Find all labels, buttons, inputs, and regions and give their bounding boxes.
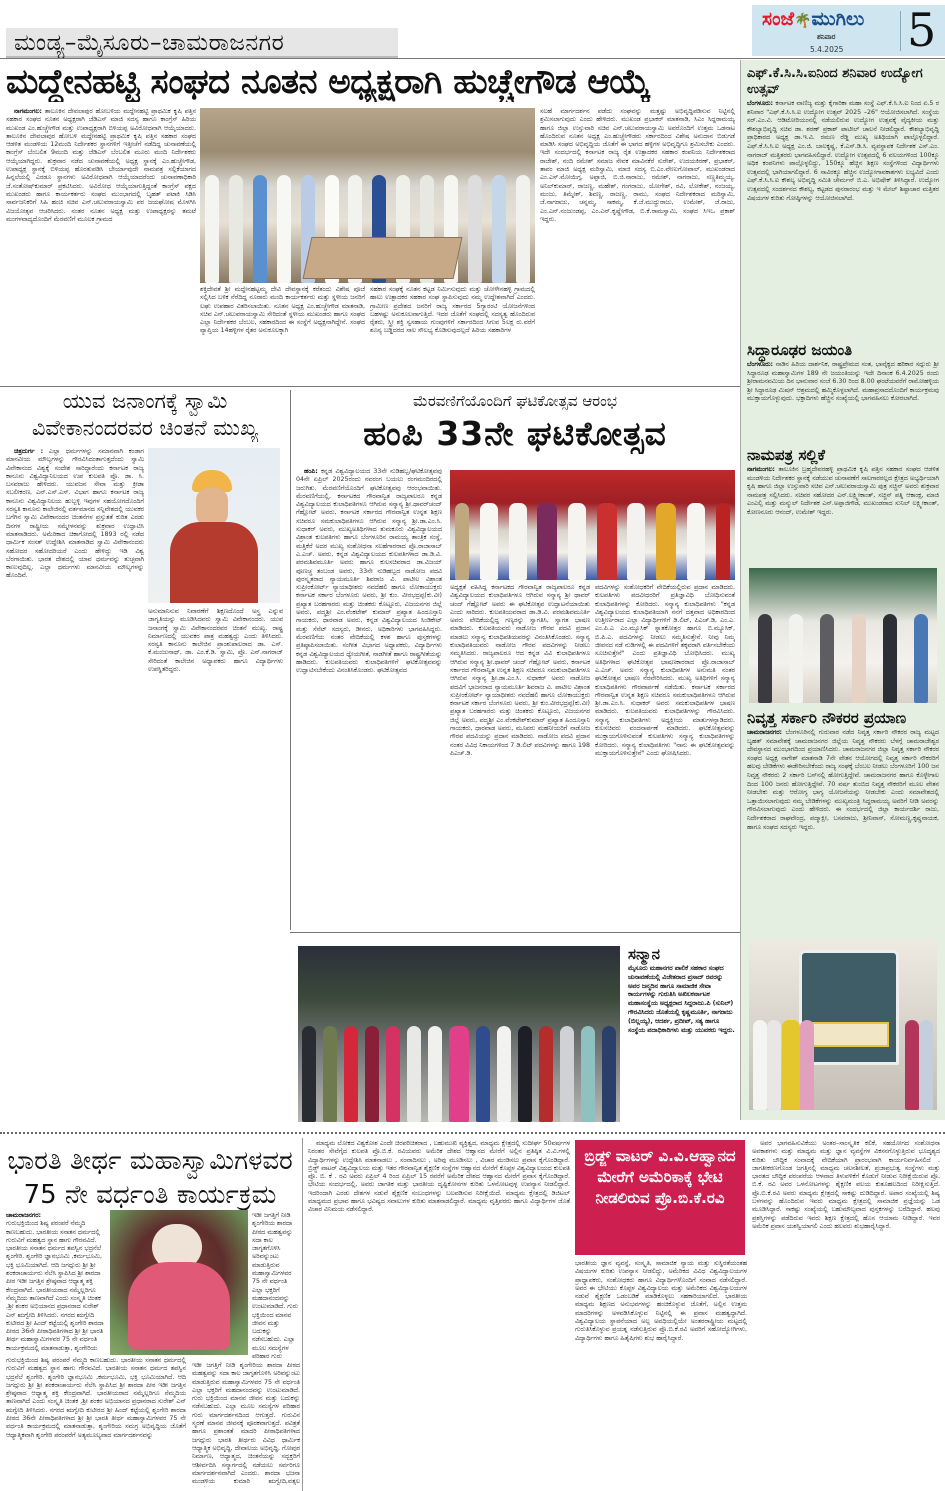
brief-body: ಚಾಮರಾಜನಗರ: ಬೆಂಗಳೂರಿನಲ್ಲಿ ಗುರುವಾರ ನಡೆದ ನಿವೃತ್ತ ಸರ್ಕಾರಿ ನೌಕರರ ರಾಜ್ಯ ಮಟ್ಟದ ಬೃಹತ್ ಸಮಾವೇಶಕ್ಕೆ ಚಾಮರಾಜನಗರ ಜಿಲ್ಲೆಯ ನಿವೃತ್ತ ನೌಕರರು ಬೆಳಗ್ಗೆ ಚಾಮರಾಜೇಶ್ವರ ದೇವಸ್ಥಾನದ ಮುಂಭಾಗದಿಂದ ಪ್ರಯಾಣಿಸಿದರು. ಚಾಮರಾಜನಗರ ಜಿಲ್ಲಾ ನಿವೃತ್ತ ಸರ್ಕಾರಿ ನೌಕರರ ಸಂಘದ ಅಧ್ಯಕ್ಷ ನಾಗೇಶ್ ಮಾತನಾಡಿ 7ನೇ ವೇತನ ಆಯೋಗದಲ್ಲಿ ನಿವೃತ್ತ ಸರ್ಕಾರಿ ನೌಕರರಿಗೆ ಹಲವು ಬೇಡಿಕೆಗಳು ಈಡೇರಿಸಬೇಕೆಂದು ರಾಜ್ಯ ಸಂಘಕ್ಕೆ ಬೆಂಬಲ ನೀಡಲು ಬೆಂಗಳೂರಿಗೆ 100 ಜನ ನಿವೃತ್ತ ನೌಕರರು 2 ಸರ್ಕಾರಿ ಬಸ್‌ನಲ್ಲಿ ಹೋಗುತ್ತಿದ್ದೇವೆ. ಚಾಮರಾಜನಗರ ಹಾಗೂ ಕೊಳ್ಳೇಗಾಲ ದಿಂದ 100 ಜನರು ಹೋಗುತ್ತಿದ್ದೇವೆ. 70 ವರ್ಷ ತುಂಬಿದ ನಿವೃತ್ತ ನೌಕರರಿಗೆ ಮೂಲ ವೇತನ ನೀಡಬೇಕು ಮತ್ತು ಆರೋಗ್ಯ ಭಾಗ್ಯ ಯೋಜನೆಯನ್ನು ನೀಡಬೇಕು ಎಂದು ಸಮಾವೇಶದಲ್ಲಿ ಒತ್ತಾಯಿಸಲಾಗುವುದು ನಮ್ಮ ಬೇಡಿಕೆಗಳನ್ನು ಮುಖ್ಯಮಂತ್ರಿ ಸಿದ್ದರಾಮಯ್ಯ ಅವರಿಗೆ ನೀಡಿ ಅವರನ್ನು ಗೌರವಿಸಲಾಗುವುದು ಎಂದು ಹೇಳಿದರು. ಈ ಸಂದರ್ಭದಲ್ಲಿ ಜಿಲ್ಲಾ ಕಾರ್ಯದರ್ಶಿ ರಾಜು, ನಿರ್ದೇಶಕರಾದ ರಾಘವೇಂದ್ರ, ಪದ್ಮಾಕ್ಷೀ, ಬಸವರಾಜು, ಶ್ರೀನಿವಾಸ್, ಸೋಮಣ್ಣ,ಕೃಷ್ಣನಾಯಕ, ಹಾಗೂ ಸಂಘದ ಸದಸ್ಯರು ಇದ್ದರು.	[747, 729, 939, 831]
section-title: ಮಂಡ್ಯ–ಮೈಸೂರು–ಚಾಮರಾಜನಗರ	[14, 30, 285, 56]
divider-dotted	[0, 1132, 945, 1134]
article-bharathi-col1b: ಗುರುಭಕ್ತಿಯಿಂದ ಶಿಷ್ಯ ಪರಂಪರೆ ನೆಮ್ಮದಿ ಕಾಣಬಹುದು. ಭಾರತೀಯ ಸನಾತನ ಧರ್ಮದಲ್ಲಿ ಗುರುವಿಗೆ ಮಹತ್ವದ ಸ್ಥಾನ ಹಾಗು ಗೌರವವಿದೆ. ಭಾರತೀಯ ಸನಾತನ ಧರ್ಮದ ತಪಸ್ವಿನ ಭದ್ರನೆಲೆ ಶೃಂಗೇರಿ. ಶೃಂಗೇರಿ ಜ್ಞಾನಭೂಮಿ ,ಕರ್ಮಭೂಮಿ, ಭಕ್ತಿ ಭೂಮಿಯಾಗಿದೆ. ಆದಿ ಜಗದ್ಗುರು ಶ್ರೀ ಶ್ರೀ ಶಂಕರಾಚಾರ್ಯರು ನೆಲೆಸಿ ಸ್ಥಾಪಿಸಿದ ಶ್ರೀ ಶಾರದಾ ಪೀಠ ಇಡೀ ಜಗತ್ತಿನ ಶ್ರೇಷ್ಠವಾದ ಆಧ್ಯಾತ್ಮ ಶಕ್ತಿ ಕೇಂದ್ರವಾಗಿದೆ. ಭಾರತೀಯರಾದ ನಮ್ಮೆಲ್ಲರಿಗೂ ನೆಮ್ಮದಿಯ ತಾಣವಾಗಿದೆ ಎಂದು ಸಂಸ್ಕೃತಿ ಚಿಂತಕ ,ಶ್ರೀ ಶಂಕರ ಅಭಿಯಾನದ ಪ್ರಧಾನರಾದ ಸುರೇಶ್ ಎನ್ ಋಗ್ವೇದಿ ತಿಳಿಸಿದರು. ನಗರದ ಋಗ್ವೇದಿ ಕುಟೀರದ ಶ್ರೀ ಹಿಂದ್ ಕಟ್ಟೆಯಲ್ಲಿ ಶೃಂಗೇರಿ ಶಾರದಾ ಪೀಠದ 36ನೇ ಪೀಠಾಧಿಪತಿಗಳಾದ ಶ್ರೀ ಶ್ರೀ ಭಾರತಿ ತೀರ್ಥ ಮಹಾಸ್ವಾಮಿಗಳವರ 75 ನೇ ವರ್ಧಂತಿ ಕಾರ್ಯಕ್ರಮದಲ್ಲಿ ಮಾತನಾಡುತ್ತಾ, ಶೃಂಗೇರಿಯ ಸಮಗ್ರ ಅಭಿವೃದ್ಧಿಯ ಜೊತೆಗೆ ಆಧ್ಯಾತ್ಮಿಕವಾಗಿ ಶೃಂಗೇರಿ ಪರಂಪರೆಗೆ ಅತ್ಯಮೂಲ್ಯವಾದ ಮಾರ್ಗದರ್ಶನವನ್ನು	[6, 1357, 186, 1439]
column-divider	[302, 1138, 303, 1491]
brief-felicitation	[628, 946, 736, 1035]
newspaper-logo	[762, 8, 864, 30]
article-maddenahatti-col4: ಸಲಹೆ ಮಾರ್ಗದರ್ಶನ ಪಡೆದು ಸಂಘವನ್ನು ಮತ್ತಷ್ಟು ಅಭಿವೃದ್ಧಿಪಡಿಸುವ ನಿಟ್ಟಿನಲ್ಲಿ ಶ್ರಮಿಸಲಾಗುವುದು ಎಂದು ಹೇಳಿದರು. ಮುಖಂಡ ಪ್ರಭಾಕರ್ ಮಾತನಾಡಿ, ಸಿಎಂ ಸಿದ್ದರಾಮಯ್ಯ ಹಾಗೂ ಜಿಲ್ಲಾ ಉಸ್ತುವಾರಿ ಸಚಿವ ಎನ್.ಚಲುವರಾಯಸ್ವಾಮಿ ಅವರೊಂದಿಗೆ ಉತ್ತಮ ಒಡನಾಟ ಹೊಂದಿರುವ ನೂತನ ಅಧ್ಯಕ್ಷ ಎಂ.ಹುಚ್ಚೇಗೌಡರು ಸರ್ಕಾರದಿಂದ ವಿಶೇಷ ಅನುದಾನ ಬಿಡುಗಡೆ ಮಾಡಿಸಿ ಸಂಘದ ಅಭಿವೃದ್ಧಿಯ ಜೊತೆಗೆ ಈ ಭಾಗದ ಹಳ್ಳಿಗಳ ಅಭಿವೃದ್ಧಿಗೂ ಶ್ರಮಿಸಬೇಕು ಎಂದರು. ಇದೇ ಸಂದರ್ಭದಲ್ಲಿ ಕರ್ನಾಟಕ ರಾಜ್ಯ ರೈತ ಉತ್ಪಾದಕರ ಸಹಕಾರ ಕಂಪನಿಯ ನಿರ್ದೇಶಕರಾದ ರಾಜೇಶ್, ನಂದಿ ರಮೇಶ್ ಸಮಾಜ ಸೇವಕ ಮಾವಿನಕೆರೆ ಸುರೇಶ್, ಉದಯಕಿರಣ್, ಪ್ರಭಾಕರ್, ತಾಪಂ ಮಾಜಿ ಅಧ್ಯಕ್ಷ ಮರಿಸ್ವಾಮಿ, ಮಾಜಿ ಸದಸ್ಯ ಬಿ.ಎಂ.ವೇಣುಗೋಪಾಲ್, ಮುಖಂಡರಾದ ಎಂ.ಎಸ್.ಮೋಯಿಗ್ಗ, ಅಪ್ಪಾಜಿ, ಬಿ.ಜಿ.ನಾರಾಜು, ರಮೇಶ್, ನಾಗರಾಜು, ಸಣ್ಣತಿಮ್ಮಯ್ಯ, ಅನಿಲ್‌ಕುಮಾರ್, ರಾಜಣ್ಣ, ಮಹೇಶ್, ಗಂಗರಾಜು, ಯೋಗೇಶ್, ರವಿ, ಲೋಕೇಶ್, ನಂಜಯ್ಯ, ಮಂಜು, ತಿಮ್ಮೇಶ್, ಶಿವಣ್ಣ, ರಾಜಣ್ಣ, ರಾಮು, ಸಂಘದ ನಿರ್ದೇಶಕರಾದ ಮರಿಸ್ವಾಮಿ, ಜೆ.ನಾಗರಾಜು, ಚನ್ನಮ್ಮ, ಸಾಕಮ್ಮ, ಕೆ.ಜೆ.ಮುದ್ದುರಾಜು, ಉಮೇಶ್, ಜೆ.ರಾಜು, ಎಂ.ಎನ್.ನಂಜುಂಡಪ್ಪ, ಎಂ.ಎನ್.ಕೃಷ್ಣೇಗೌಡ, ಬಿ.ಕೆ.ರಾಮಸ್ವಾಮಿ, ಸಂಘದ ಸಿಇಒ ಪ್ರಕಾಶ್ ಇದ್ದರು.	[540, 108, 735, 223]
article-maddenahatti-col1: ನಾಗಮಂಗಲ: ತಾಲೂಕಿನ ದೇವಲಾಪುರ ಹೋಬಳಿಯ ಮದ್ದೇನಹಟ್ಟಿ ಪ್ರಾಥಮಿಕ ಕೃಷಿ ಪತ್ತಿನ ಸಹಕಾರ ಸಂಘದ ನೂತನ ಅಧ್ಯಕ್ಷರಾಗಿ ಜೆಡಿಎಸ್ ಮಾಜಿ ಸದಸ್ಯ ಹಾಗೂ ಕಾಂಗ್ರೆಸ್ ಹಿರಿಯ ಮುಖಂಡ ಎಂ.ಹುಚ್ಚೇಗೌಡ ಮತ್ತು ಉಪಾಧ್ಯಕ್ಷರಾಗಿ ಬಿಳಿಯಪ್ಪ ಅವಿರೋಧವಾಗಿ ಆಯ್ಕೆಯಾದರು. ತಾಲೂಕಿನ ದೇವಲಾಪುರ ಹೋಬಳಿ ಮದ್ದೇನಹಟ್ಟಿ ಪ್ರಾಥಮಿಕ ಕೃಷಿ ಪತ್ತಿನ ಸಹಕಾರ ಸಂಘದ ಆಡಳಿತ ಮಂಡಳಿಯ 12ಮಂದಿ ನಿರ್ದೇಶಕರ ಸ್ಥಾನಗಳಿಗೆ ಇತ್ತೀಚೆಗೆ ನಡೆದಿದ್ದ ಚುನಾವಣೆಯಲ್ಲಿ ಕಾಂಗ್ರೆಸ್ ಬೆಂಬಲಿತ 9ಮಂದಿ ಮತ್ತು ಜೆಡಿಎಸ್ ಬೆಂಬಲಿತ ಮೂರು ಮಂದಿ ನಿರ್ದೇಶಕರು ಆಯ್ಕೆಯಾಗಿದ್ದರು. ಶುಕ್ರವಾರ ನಡೆದ ಚುನಾವಣೆಯಲ್ಲಿ ಅಧ್ಯಕ್ಷ ಸ್ಥಾನಕ್ಕೆ ಎಂ.ಹುಚ್ಚೇಗೌಡ, ಉಪಾಧ್ಯಕ್ಷ ಸ್ಥಾನಕ್ಕೆ ಬಿಳಿಯಪ್ಪ ಹೊರತುಪಡಿಸಿ ಬೇರ್ಯಾವುದೇ ನಾಮಪತ್ರ ಸಲ್ಲಿಕೆಯಾಗದ ಹಿನ್ನಲೆಯಲ್ಲಿ ಎರಡೂ ಸ್ಥಾನಗಳು ಅವಿರೋಧವಾಗಿ ಆಯ್ಕೆಯಾದರೆಂದು ಚುನಾವಣಾಧಿಕಾರಿ ಜೆ.ಸಂತೋಷ್‌ಕುಮಾರ್ ಪ್ರಕಟಿಸಿದರು. ಅವಿರೋಧ ಆಯ್ಕೆಯಾಗುತ್ತಿದ್ದಂತೆ ಕಾಂಗ್ರೆಸ್ ಪಕ್ಷದ ಮುಖಂಡರು ಹಾಗೂ ಕಾರ್ಯಕರ್ತರು ಸಂಘದ ಮುಂಭಾಗದಲ್ಲಿ ಬೃಹತ್ ಪಟಾಕಿ ಸಿಡಿಸಿ ಸಾರ್ವಜನಿಕರಿಗೆ ಸಿಹಿ ಹಂಚಿ ಸಚಿವ ಎನ್.ಚಲುವರಾಯಸ್ವಾಮಿ ಪರ ಜಯಘೋಷ ಮೊಳಗಿಸಿ ವಿಜಯೋತ್ಸವ ಆಚರಿಸಿದರು. ನಂತರ ನೂತನ ಅಧ್ಯಕ್ಷ ಮತ್ತು ಉಪಾಧ್ಯಕ್ಷರನ್ನು ತಮಟೆ ಮಂಗಳವಾದ್ಯದೊಂದಿಗೆ ಮೆರವಣಿಗೆ ಮೂಲಕ ಗ್ರಾಮದ	[6, 108, 196, 223]
article-ravi-col1: ಮಾಧ್ಯಮ ಲೋಕದ ವಿಶ್ವಕೋಶ ಎಂದೇ ಚಿರಪರಿಚಿತರಾದ , ಬಹುಮುಖಿ ವ್ಯಕ್ತಿತ್ವದ, ಮಾಧ್ಯಮ ಕ್ಷೇತ್ರದಲ್ಲಿ ಸುದೀರ್ಘ 50ವರ್ಷಗಳ ನಿರಂತರ ಸೇವೆಗೈದ ಕುಲಪತಿ ಪ್ರೊ.ಬಿ.ಕೆ. ರವಿಯವರು ಅಮೆರಿಕ ದೇಶದ ಆಹ್ವಾನದ ಮೇರೆಗೆ ಅಲ್ಲಿನ ಪ್ರತಿಷ್ಠಿತ ವಿ.ವಿ.ಗಳಲ್ಲಿ ವಿದ್ಯಾರ್ಥಿಗಳನ್ನು ಉದ್ದೇಶಿಸಿ ಮಾತನಾಡಲು , ಸಂವಾದಿಸಲು , ಅರಿವು ಮೂಡಿಸಲು , ವಿಚಾರ ಮಂಡಿಸಲು ಪ್ರವಾಸ ಕೈಗೊಂಡಿದ್ದಾರೆ. ಬ್ರಿಡ್ಜ್ ವಾಟರ್ ವಿಶ್ವವಿದ್ಯಾಲಯ ಮತ್ತು ಇತರ ಗೌರವಾನ್ವಿತ ಶೈಕ್ಷಣಿಕ ಸಂಸ್ಥೆಗಳ ಆಹ್ವಾನದ ಮೇರೆಗೆ ಕೊಪ್ಪಳ ವಿಶ್ವವಿದ್ಯಾಲಯದ ಕುಲಪತಿ ಪ್ರೊ. ಬಿ. ಕೆ . ರವಿ ಅವರು ಏಪ್ರಿಲ್ 4 ರಿಂದ ಏಪ್ರಿಲ್ 15 ರವರೆಗೆ ಅಮೆರಿಕ ದೇಶದ ಆಹ್ವಾನದ ಮೇರೆಗೆ ಪ್ರವಾಸ ಕೈಗೊಂಡಿದ್ದಾರೆ. ಭೇಟಿಯ ಸಂದರ್ಭದಲ್ಲಿ, ಅವರು ಜಾಗತಿಕ ಮತ್ತು ಭಾರತೀಯ ದೃಷ್ಟಿಕೋನಗಳ ಕುರಿತು ಒಳನೋಟವುಳ್ಳ ಉಪನ್ಯಾಸ ನೀಡಲಿದ್ದಾರೆ. ಇದರಿಂದಾಗಿ ಎರಡು ದೇಶಗಳ ನಡುವೆ ಶೈಕ್ಷಣಿಕ ಸಂಬಂಧಗಳನ್ನು ಬಲಪಡಿಸುವ ನಿರೀಕ್ಷೆಯಿದೆ. ಮಾಧ್ಯಮ ಕ್ಷೇತ್ರದಲ್ಲಿ ಡಿಜಿಟಲ್ ಮಾಧ್ಯಮದ ಪ್ರಭಾವ ಹಾಗೂ ಭವಿಷ್ಯದ ಸವಾಲುಗಳ ಕುರಿತು ಮಾತನಾಡಲಿದ್ದಾರೆ. ಮಾಧ್ಯಮ ವೃತ್ತಿಪರರು ಹಾಗೂ ವಿದ್ಯಾರ್ಥಿಗಳ ಜೊತೆ ವಿಚಾರ ವಿನಿಮಯ ನಡೆಸಲಿದ್ದಾರೆ.	[308, 1140, 570, 1214]
article-hampi-col1: ಹಂಪಿ: ಕನ್ನಡ ವಿಶ್ವವಿದ್ಯಾಲಯದ 33ನೇ ನುಡಿಹಬ್ಬ/ಘಟಿಕೋತ್ಸವವು 04ನೇ ಏಪ್ರಿಲ್ 2025ರಂದು ನವರಂಗ ಬಯಲು ರಂಗಮಂದಿರದಲ್ಲಿ ಜರುಗಿತು. ಮೆರವಣಿಗೆಯೊಂದಿಗೆ ಘಟಿಕೋತ್ಸವವು ಆರಂಭವಾಯಿತು. ಮೆರವಣಿಗೆಯಲ್ಲಿ, ಕರ್ನಾಟಕದ ಗೌರವಾನ್ವಿತ ರಾಜ್ಯಪಾಲರೂ ಕನ್ನಡ ವಿಶ್ವವಿದ್ಯಾಲಯದ ಕುಲಾಧಿಪತಿಗಳೂ ಆಗಿರುವ ಸನ್ಮಾನ್ಯ ಶ್ರೀ.ಥಾವರ್‌ಚಂದ್ ಗೆಹ್ಲೋಟ್ ಅವರು, ಕರ್ನಾಟಕ ಸರ್ಕಾರದ ಗೌರವಾನ್ವಿತ ಉನ್ನತ ಶಿಕ್ಷಣ ಸಚಿವರೂ ಸಮಕುಲಾಧಿಪತಿಗಳೂ ಆಗಿರುವ ಸನ್ಮಾನ್ಯ ಶ್ರೀ.ಡಾ.ಎಂ.ಸಿ. ಸುಧಾಕರ್ ಅವರು, ಮುಖ್ಯಅತಿಥಿಗಳಾದ ತುಮಕೂರು ವಿಶ್ವವಿದ್ಯಾಲಯದ ವಿಶ್ರಾಂತ ಕುಲಪತಿಗಳು ಹಾಗೂ ಬೆಂಗಳೂರಿನ ರಾಮಯ್ಯ ತಾಂತ್ರಿಕ ಸಂಸ್ಥೆ, ಮತ್ತಿಕೆರೆ ಅದರ ಮುಖ್ಯ ಸಂಶೋಧನಾ ಸಲಹೆಗಾರರಾದ ಪ್ರೊ.ರಾಜಾಸಾಬ್ ಎ.ಎಚ್. ಅವರು, ಕನ್ನಡ ವಿಶ್ವವಿದ್ಯಾಲಯದ ಕುಲಪತಿಗಳಾದ ಡಾ.ಡಿ.ವಿ. ಪರಮಶಿವಮೂರ್ತಿ ಅವರು ಹಾಗೂ ಕುಲಸಚಿವರಾದ ಡಾ.ವಿಜಯ್ ಪೂಣಚ್ಚ ತಂಬಂಡ ಅವರು, 33ನೇ ನುಡಿಹಬ್ಬದ ನಾಡೋಜ ಪದವಿ ಪುರಸ್ಕೃತರಾದ ನ್ಯಾಯಮೂರ್ತಿ ಶಿವರಾಜ ವಿ. ಪಾಟೀಲ ವಿಶ್ರಾಂತ ಸುಪ್ರೀಂಕೋರ್ಟ್ ನ್ಯಾಯಾಧೀಶರು ನವದೆಹಲಿ ಹಾಗೂ ಲೋಕಾಯುಕ್ತರು ಕರ್ನಾಟಕ ಸರ್ಕಾರ ಬೆಂಗಳೂರು ಅವರು, ಶ್ರೀ ಕುಂ. ವೀರಭದ್ರಪ್ಪ(ಕು.ವೀ) ಪ್ರಖ್ಯಾತ ಬರಹಗಾರರು ಮತ್ತು ಚಿಂತಕರು ಕೊಟ್ಟೂರು, ವಿಜಯನಗರ ಜಿಲ್ಲೆ ಅವರು, ಪದ್ಮಶ್ರೀ ಎಂ.ವೆಂಕಟೇಶ್ ಕುಮಾರ್ ಪ್ರಖ್ಯಾತ ಹಿಂದೂಸ್ತಾನಿ ಗಾಯಕರು, ಧಾರವಾಡ ಅವರು, ಕನ್ನಡ ವಿಶ್ವವಿದ್ಯಾಲಯದ ಸಿಂಡಿಕೇಟ್ ಮತ್ತು ಸೆನೆಟ್ ಸದಸ್ಯರು, ಡೀನರು, ಅಧಿಕಾರಿಗಳು ಭಾಗವಹಿಸಿದ್ದರು. ಮೆರವಣಿಗೆಯ ನಂತರ ವೇದಿಕೆಯಲ್ಲಿ ಕಳಶ ಹಾಗೂ ಪುಸ್ತಕಗಳನ್ನು ಪ್ರತಿಷ್ಠಾಪಿಸಲಾಯಿತು. ಸಂಗೀತ ವಿಭಾಗದ ಅಧ್ಯಾಪಕರು, ವಿದ್ಯಾರ್ಥಿಗಳು ಕನ್ನಡ ವಿಶ್ವವಿದ್ಯಾಲಯದ ಧ್ಯೇಯಗೀತೆ, ನಾಡಗೀತೆ ಹಾಗೂ ರಾಷ್ಟ್ರಗೀತೆಯನ್ನು ಹಾಡಿದರು. ಕುಲಪತಿಯವರು ಕುಲಾಧಿಪತಿಗಳಿಗೆ ಘಟಿಕೋತ್ಸವವನ್ನು ಉದ್ಘಾಟಿಸಬೇಕೆಂದು ವಿನಂತಿಸಿಕೊಂಡರು. ಘಟಿಕೋತ್ಸವದ	[296, 468, 442, 675]
article-maddenahatti-col3: ಸಹಕಾರ ಸಂಘಕ್ಕೆ ನೂತನ ಕಟ್ಟಡ ನಿರ್ಮಿಸುವುದು ಮತ್ತು ಚೋಳೇನಹಳ್ಳಿ ಗ್ರಾಮದಲ್ಲಿ ಹಾಲು ಉತ್ಪಾದಕರ ಸಹಕಾರ ಸಂಘ ಸ್ಥಾಪಿಸುವುದು ನಮ್ಮ ಉದ್ದೇಶವಾಗಿದೆ ಎಂದರು. ಗ್ರಾಮೀಣ ಪ್ರದೇಶದ ಜನರಿಗೆ ರಾಜ್ಯ ಸರ್ಕಾರದ 5ಗ್ಯಾರಂಟಿ ಯೋಜನೆಗಳಿಂದ ಬಹಳಷ್ಟು ಅನುಕೂಲವಾಗುತ್ತಿದೆ. ಇದರ ಜೊತೆಗೆ ಸಂಘದಲ್ಲಿ ಸದಸ್ಯತ್ವ ಹೊಂದಿರುವ ರೈತರು, ಸ್ತ್ರೀ ಶಕ್ತಿ ಸ್ವಸಹಾಯ ಗುಂಪುಗಳಿಗೆ ಸರ್ಕಾರದಿಂದ ಸಿಗುವ 5ಲಕ್ಷ ರು.ವರೆಗೆ ಶೂನ್ಯ ಬಡ್ಡಿದರದ ಸಾಲ ಸೌಲಭ್ಯ ಕೊಡಿಸುವುದಲ್ಲದೆ ಹಿರಿಯ ಸಹಕಾರಿಗಳ	[370, 286, 535, 335]
robe-shape	[128, 1262, 230, 1350]
column-divider	[290, 390, 291, 930]
headline-vivekananda: ಯುವ ಜನಾಂಗಕ್ಕೆ ಸ್ವಾಮಿ ವಿವೇಕಾನಂದರವರ ಚಿಂತನೆ ಮುಖ್ಯ	[31, 389, 259, 440]
page-number: 5	[907, 3, 937, 57]
brief-headline: ಸಿದ್ಧಾರೂಢರ ಜಯಂತಿ	[747, 341, 853, 359]
brief-body: ಬೆಂಗಳೂರು: ಕರ್ನಾಟಕ ವಾಣಿಜ್ಯ ಮತ್ತು ಕೈಗಾರಿಕಾ ಮಹಾ ಸಂಸ್ಥೆ ಎಫ್.ಕೆ.ಸಿ.ಸಿ.ಐ ನಿಂದ ಏ.5 ರ ಶನಿವಾರ "ಎಫ್.ಕೆ.ಸಿ.ಸಿ.ಐ ಉದ್ಯೋಗ ಉತ್ಸವ್ 2025 –26" ಆಯೋಜಿಸಲಾಗಿದೆ. ಸಂಸ್ಥೆಯ ಸರ್.ಎಂ.ವಿ. ಆಡಿಟೋರಿಯಂನಲ್ಲಿ ನಡೆಯಲಿರುವ ಉದ್ಯೋಗ ಉತ್ಸವಕ್ಕೆ ವೈದ್ಯಕೀಯ ಮತ್ತು ಕೌಶಲ್ಯಾಭಿವೃದ್ಧಿ ಸಚಿವ ಡಾ. ಶರಣ್ ಪ್ರಕಾಶ್ ಪಾಟೀಲ್ ಚಾಲನೆ ನೀಡಲಿದ್ದಾರೆ. ಕೌಶಲ್ಯಾಭಿವೃದ್ಧಿ ಪ್ರಾಧಿಕಾರದ ಅಧ್ಯಕ್ಷ ಡಾ.ಇ.ವಿ. ರಮಣ ರೆಡ್ಡಿ ಮುಖ್ಯ ಅತಿಥಿಯಾಗಿ ಪಾಲ್ಗೊಳ್ಳಲಿದ್ದಾರೆ. ಎಫ್.ಕೆ.ಸಿ.ಸಿ.ಐ ಅಧ್ಯಕ್ಷ ಎಂ.ಜಿ. ಬಾಲಕೃಷ್ಣ, ಕೆ.ಎಸ್.ಡಿ.ಸಿ. ವ್ಯವಸ್ಥಾಪಕ ನಿರ್ದೇಶಕ ಎಸ್.ಎಂ. ನಾಗರಾಜ್ ಮತ್ತಿತರರು ಭಾಗವಹಿಸಲಿದ್ದಾರೆ. ಉದ್ಯೋಗ ಉತ್ಸವದಲ್ಲಿ 6 ವಲಯಗಳಿಂದ 100ಕ್ಕೂ ಅಧಿಕ ಕಂಪನಿಗಳು ಪಾಲ್ಗೊಳ್ಳಲಿದ್ದು, 150ಕ್ಕೂ ಹೆಚ್ಚಿನ ಶಿಕ್ಷಣ ಸಂಸ್ಥೆಗಳಿಂದ ವಿದ್ಯಾರ್ಥಿಗಳು ಉತ್ಸವದಲ್ಲಿ ಭಾಗಿಯಾಗಲಿದ್ದಾರೆ. 6 ಸಾವಿರಕ್ಕೂ ಹೆಚ್ಚಿನ ಉದ್ಯೋಗಾವಕಾಶಗಳು ಲಭ್ಯವಿದೆ ಎಂದು ಎಫ್.ಕೆ.ಸಿ.ಸಿ.ಐ ಕೌಶಲ್ಯ ಅಭಿವೃದ್ಧಿ ಸಮಿತಿ ಚೇರ್ಮನ್ ಬಿ.ಎ. ಅಭಿಷೇಕ್ ತಿಳಿಸಿದ್ದಾರೆ. ಉದ್ಯೋಗ ಉತ್ಸವದಲ್ಲಿ ಸಂದರ್ಶನದ ಕೌಶಲ್ಯ, ಕಟ್ಟಡದ ಪುನರಾರಂಭ ಮತ್ತು ಇ ಮೇಲ್ ಶಿಷ್ಟಾಚಾರ ಮತ್ತಿತರ ವಿಷಯಗಳ ಕುರಿತು ಗೋಷ್ಠಿಗಳನ್ನು ಆಯೋಜಿಸಲಾಗಿದೆ.	[747, 100, 939, 202]
brief-fkcci	[747, 66, 939, 338]
brief-headline: ನಾಮಪತ್ರ ಸಲ್ಲಿಕೆ	[747, 446, 825, 464]
divider	[290, 932, 740, 933]
photo-nomination	[749, 568, 937, 703]
headline-hampi: ಹಂಪಿ 33ನೇ ಘಟಿಕೋತ್ಸವ	[363, 414, 667, 453]
face-shape	[196, 488, 228, 526]
photo-vivekananda	[148, 448, 280, 603]
brief-headline: ನಿವೃತ್ತ ಸರ್ಕಾರಿ ನೌಕರರ ಪ್ರಯಾಣ	[747, 709, 907, 727]
dateline: ನಾಗಮಂಗಲ:	[14, 108, 42, 115]
photo-felicitation	[298, 946, 620, 1122]
article-ravi-col2: ಭಾರತೀಯ ಜ್ಞಾನ ವ್ಯವಸ್ಥೆ, ಸಂಸ್ಕೃತಿ, ಸಾಮಾಜಿಕ ನ್ಯಾಯ ಮತ್ತು ಸುಸ್ಥಿರತೆಯಂತಹ ವಿಷಯಗಳ ಕುರಿತು ಉಪನ್ಯಾಸ ನೀಡಲಿದ್ದು, ಅಮೆರಿಕದ ವಿವಿಧ ವಿಶ್ವವಿದ್ಯಾಲಯಗಳ ಪ್ರಾಧ್ಯಾಪಕರು, ಸಂಶೋಧಕರು ಹಾಗೂ ವಿದ್ಯಾರ್ಥಿಗಳೊಂದಿಗೆ ಸಂವಾದ ನಡೆಸಲಿದ್ದಾರೆ. ಅವರ ಈ ಭೇಟಿಯು ಕೊಪ್ಪಳ ವಿಶ್ವವಿದ್ಯಾಲಯ ಮತ್ತು ಅಮೆರಿಕದ ವಿಶ್ವವಿದ್ಯಾಲಯಗಳ ನಡುವೆ ಶೈಕ್ಷಣಿಕ ಒಡಂಬಡಿಕೆ ಮಾಡಿಕೊಳ್ಳಲು ಸಹಕಾರಿಯಾಗಲಿದೆ. ಭಾರತೀಯ ಮಾಧ್ಯಮ ಶಿಕ್ಷಣದ ಅನುಭವಗಳನ್ನು ಹಂಚಿಕೊಳ್ಳುವ ಜೊತೆಗೆ, ಅಲ್ಲಿನ ಉತ್ತಮ ಮಾದರಿಗಳನ್ನು ಅಳವಡಿಸಿಕೊಳ್ಳುವ ನಿಟ್ಟಿನಲ್ಲಿ ಈ ಪ್ರವಾಸ ಮಹತ್ವದ್ದಾಗಿದೆ. ವಿಶ್ವವಿದ್ಯಾಲಯ ಸ್ಥಾಪನೆಯಾದ ಅಲ್ಪ ಅವಧಿಯಲ್ಲಿಯೇ ಅಂತರರಾಷ್ಟ್ರೀಯ ಮಟ್ಟದಲ್ಲಿ ಗುರುತಿಸಿಕೊಳ್ಳುವ ಪ್ರಯತ್ನ ನಡೆಸುತ್ತಿರುವ ಪ್ರೊ.ಬಿ.ಕೆ.ರವಿ ಅವರಿಗೆ ಸಹೋದ್ಯೋಗಿಗಳು, ವಿದ್ಯಾರ್ಥಿಗಳು ಹಾಗೂ ಹಿತೈಷಿಗಳು ಶುಭ ಹಾರೈಸಿದ್ದಾರೆ.	[575, 1260, 747, 1342]
brief-body: ಬೆಂಗಳೂರು: ನಾಡಿನ ಹಿರಿಯ ದಾರ್ಶನಿಕ, ರಾಷ್ಟ್ರಪ್ರೇಮದ ಸಂತ, ಭಾವೈಕ್ಯದ ಹರಿಕಾರ ಸದ್ಗುರು ಶ್ರೀ ಸಿದ್ಧಾರೂಢ ಮಹಾಸ್ವಾಮಿಗಳ 189 ನೇ ಜಯಂತಿಯನ್ನು ಇದೇ ದಿನಾಂಕ 6.4.2025 ರಂದು ಶ್ರೀರಾಮನವಮಿಯ ದಿನ ಭಾನುವಾರ ಸಂಜೆ 6.30 ರಿಂದ 8.00 ಘಂಟೆಯವರೆಗೆ ರಾಮೋಹಳ್ಳಿಯ ಶ್ರೀ ಸಿದ್ಧಾರೂಢ ಮಿಷನ್ ಆಶ್ರಮದಲ್ಲಿ ಹಮ್ಮಿಕೊಳ್ಳಲಾಗಿದೆ. ಮಹಾಪ್ರಸಾದದೊಂದಿಗೆ ಕಾರ್ಯಕ್ರಮವು ಮುಕ್ತಾಯಗೊಳ್ಳುವುದು. ಭಕ್ತಾದಿಗಳು ಹೆಚ್ಚಿನ ಸಂಖ್ಯೆಯಲ್ಲಿ ಭಾಗವಹಿಸಲು ಕೋರಲಾಗಿದೆ.	[747, 361, 939, 403]
headline-box-ravi: ಬ್ರಿಡ್ಜ್ ವಾಟರ್ ವಿ.ವಿ.ಆಹ್ವಾನದ ಮೇರೆಗೆ ಅಮೆರಿಕಾಕ್ಕೆ ಭೇಟಿ ನೀಡಲಿರುವ ಪ್ರೊ.ಬಿ.ಕೆ.ರವಿ	[575, 1140, 745, 1255]
brief-body: ಮೈಸೂರು ಮಹಾನಗರ ಪಾಲಿಕೆ ಸಹಕಾರ ಸಂಘದ ಚುನಾವಣೆಯಲ್ಲಿ ವಿಜೇತರಾದ ಪ್ರಸಾದ್ ರವರನ್ನು ಅವರ ಜನ್ಮದಿನ ಹಾಗೂ ಸಾಮಾಜಿಕ ಸೇವಾ ಕಾರ್ಯಗಳನ್ನು ಗುರುತಿಸಿ ಅಖಿಲಕರ್ನಾಟಕ ಮಹಾಸಂಸ್ಥೆಯ ಅಧ್ಯಕ್ಷರಾದ ಸಿದ್ದರಾಜು.ಪಿ (ಸುನಿಲ್) ಗೌರವಿಸಿದರು ಜೊತೆಯಲ್ಲಿ ಕೃಷ್ಣಮೂರ್ತಿ, ನಾಗರಾಜು (ಬಿಲ್ಲಯ್ಯ), ಆದರ್ಶ, ಪ್ರದೀಪ್, ಸತ್ಯ ಹಾಗೂ ಸಂಸ್ಥೆಯ ಪದಾಧಿಕಾರಿಗಳು ಮತ್ತು ಯುವಕರು ಇದ್ದರು.	[628, 965, 735, 1034]
robe-shape	[170, 522, 258, 603]
headline-maddenahatti: ಮದ್ದೇನಹಟ್ಟಿ ಸಂಘದ ನೂತನ ಅಧ್ಯಕ್ಷರಾಗಿ ಹುಚ್ಚೇಗೌಡ ಆಯ್ಕೆ	[6, 62, 650, 102]
article-maddenahatti-col2: ಶಕ್ತಿದೇವತೆ ಶ್ರೀ ಮದ್ದೇನಹಟ್ಟಮ್ಮ ದೇವಿ ದೇವಸ್ಥಾನಕ್ಕೆ ಕರೆತಂದು ವಿಶೇಷ ಪೂಜೆ ಸಲ್ಲಿಸಿದ ಬಳಿಕ ನೆರೆದಿದ್ದ ನೂರಾರು ಮಂದಿ ಕಾರ್ಯಕರ್ತರು ಮತ್ತು ಸ್ಥಳೀಯ ಜನರಿಗೆ ಲಘು ಉಪಹಾರ ವಿತರಿಸಲಾಯಿತು. ನೂತನ ಅಧ್ಯಕ್ಷ ಎಂ.ಹುಚ್ಚೇಗೌಡ ಮಾತನಾಡಿ, ಸಚಿವ ಎನ್.ಚಲುವರಾಯಸ್ವಾಮಿ ಸೇರಿದಂತೆ ಸ್ಥಳೀಯ ಮುಖಂಡರು ಹಾಗೂ ಸಂಘದ ಎಲ್ಲಾ ನಿರ್ದೇಶಕರ ಬೆಂಬಲ, ಸಹಕಾರದಿಂದ ಈ ಸಂಸ್ಥೆಗೆ ಅಧ್ಯಕ್ಷನಾಗಿದ್ದೇನೆ. ಸಂಘದ ವ್ಯಾಪ್ತಿಯ 14ಹಳ್ಳಿಗಳ ರೈತರ ಅನುಕೂಲಕ್ಕಾಗಿ	[200, 286, 365, 335]
section-header	[6, 28, 398, 58]
photo-maddenahatti-group	[200, 108, 535, 283]
headline-bharathi-teertha: ಭಾರತಿ ತೀರ್ಥ ಮಹಾಸ್ವಾಮಿಗಳವರ 75 ನೇ ವರ್ಧಂತಿ ಕಾರ್ಯಕ್ರಮ	[7, 1146, 293, 1210]
header-rule	[0, 58, 945, 59]
divider	[0, 386, 740, 387]
kicker-hampi: ಮೆರವಣಿಗೆಯೊಂದಿಗೆ ಘಟಿಕೋತ್ಸವ ಆರಂಭ	[412, 392, 617, 410]
photo-bharathi-teertha	[110, 1210, 248, 1355]
article-vivekananda-col1: ಚಿತ್ರದುರ್ಗ : ಎಲ್ಲಾ ಧರ್ಮಗಳನ್ನು ಸಮಾನವಾಗಿ ಕಂಡಾಗ ಮಾನವೀಯ ಮೌಲ್ಯಗಳನ್ನು ಗೌರವಿಸಿದಂತಾಗುತ್ತದೆಂದು ಸ್ವಾಮಿ ವಿವೇಕಾನಂದ ವಿಶ್ವಕ್ಕೆ ಸಂದೇಶ ಸಾರಿದ್ದಾರೆಂದು ಕರ್ನಾಟಕ ರಾಜ್ಯ ಕಾನೂನು ವಿಶ್ವವಿದ್ಯಾನಿಲಯದ ಉಪ ಕುಲಪತಿ ಪ್ರೊ. ಡಾ. ಸಿ. ಬಸವರಾಜು ಹೇಳಿದರು. ಯುವಜನ ಸೇವಾ ಮತ್ತು ಕ್ರೀಡಾ ಸಬಲೀಕರಣ, ಎನ್.ಎಸ್.ಎಸ್. ವಿಭಾಗ ಹಾಗೂ ಕರ್ನಾಟಕ ರಾಜ್ಯ ಕಾನೂನು ವಿಶ್ವವಿದ್ಯಾನಿಲಯ ಹುಬ್ಬಳ್ಳಿ ಇವುಗಳ ಸಹಯೋಗದೊಂದಿಗೆ ಸರಸ್ವತಿ ಕಾನೂನು ಕಾಲೇಜಿನಲ್ಲಿ ವರ್ತಮಾನದ ಸನ್ನಿವೇಶದಲ್ಲಿ ಯುವಕರ ಬಗೆಗಿನ ಸ್ವಾಮಿ ವಿವೇಕಾನಂದರ ಚಿಂತನೆಗಳ ಪ್ರಸ್ತುತತೆ ಕುರಿತ ಎರಡು ದಿನಗಳ ರಾಷ್ಟ್ರೀಯ ಸಮ್ಮೇಳನವನ್ನು ಶುಕ್ರವಾರ ಉದ್ಘಾಟಿಸಿ ಮಾತನಾಡಿದರು. ಅಮೆರಿಕಾದ ಚಿಕಾಗೋದಲ್ಲಿ 1893 ರಲ್ಲಿ ನಡೆದ ಧಾರ್ಮಿಕ ಸಂಸತ್ ಉದ್ದೇಶಿಸಿ ಮಾತನಾಡಿದ ಸ್ವಾಮಿ ವಿವೇಕಾನಂದರು ಸಹೋದರ ಸಹೋದರಿಯರೆ ಎಂದು ಹೇಳಿದ್ದು ಇಡಿ ವಿಶ್ವ ಬೆರಗಾಯಿತು. ಭಾರತ ದೇಶದಲ್ಲಿ ಯಾವ ಧರ್ಮವನ್ನು ತುಚ್ಛವಾಗಿ ಕಾಣುವುದಿಲ್ಲ. ಎಲ್ಲಾ ಧರ್ಮಗಳು ಮಾನವೀಯ ಮೌಲ್ಯಗಳನ್ನು ಹೊಂದಿವೆ.	[6, 448, 144, 580]
brief-retired	[747, 710, 939, 939]
brief-headline: ಎಫ್.ಕೆ.ಸಿ.ಸಿ.ಐನಿಂದ ಶನಿವಾರ ಉದ್ಯೋಗ ಉತ್ಸವ್	[747, 66, 923, 97]
photo-hampi-convocation	[450, 470, 735, 580]
article-bharathi-col1a: ಚಾಮರಾಜನಗರ: ಗುರುಭಕ್ತಿಯಿಂದ ಶಿಷ್ಯ ಪರಂಪರೆ ನೆಮ್ಮದಿ ಕಾಣಬಹುದು. ಭಾರತೀಯ ಸನಾತನ ಧರ್ಮದಲ್ಲಿ ಗುರುವಿಗೆ ಮಹತ್ವದ ಸ್ಥಾನ ಹಾಗು ಗೌರವವಿದೆ. ಭಾರತೀಯ ಸನಾತನ ಧರ್ಮದ ತಪಸ್ವಿನ ಭದ್ರನೆಲೆ ಶೃಂಗೇರಿ. ಶೃಂಗೇರಿ ಜ್ಞಾನಭೂಮಿ ,ಕರ್ಮಭೂಮಿ, ಭಕ್ತಿ ಭೂಮಿಯಾಗಿದೆ. ಆದಿ ಜಗದ್ಗುರು ಶ್ರೀ ಶ್ರೀ ಶಂಕರಾಚಾರ್ಯರು ನೆಲೆಸಿ ಸ್ಥಾಪಿಸಿದ ಶ್ರೀ ಶಾರದಾ ಪೀಠ ಇಡೀ ಜಗತ್ತಿನ ಶ್ರೇಷ್ಠವಾದ ಆಧ್ಯಾತ್ಮ ಶಕ್ತಿ ಕೇಂದ್ರವಾಗಿದೆ. ಭಾರತೀಯರಾದ ನಮ್ಮೆಲ್ಲರಿಗೂ ನೆಮ್ಮದಿಯ ತಾಣವಾಗಿದೆ ಎಂದು ಸಂಸ್ಕೃತಿ ಚಿಂತಕ ,ಶ್ರೀ ಶಂಕರ ಅಭಿಯಾನದ ಪ್ರಧಾನರಾದ ಸುರೇಶ್ ಎನ್ ಋಗ್ವೇದಿ ತಿಳಿಸಿದರು. ನಗರದ ಋಗ್ವೇದಿ ಕುಟೀರದ ಶ್ರೀ ಹಿಂದ್ ಕಟ್ಟೆಯಲ್ಲಿ ಶೃಂಗೇರಿ ಶಾರದಾ ಪೀಠದ 36ನೇ ಪೀಠಾಧಿಪತಿಗಳಾದ ಶ್ರೀ ಶ್ರೀ ಭಾರತಿ ತೀರ್ಥ ಮಹಾಸ್ವಾಮಿಗಳವರ 75 ನೇ ವರ್ಧಂತಿ ಕಾರ್ಯಕ್ರಮದಲ್ಲಿ ಮಾತನಾಡುತ್ತಾ, ಶೃಂಗೇರಿಯ	[6, 1212, 104, 1352]
article-ravi-col3: ಅವರ ಭಾಗವಹಿಸುವಿಕೆಯು ಅಂತರ–ಸಾಂಸ್ಕೃತಿಕ ಕಲಿಕೆ, ಸಹಯೋಗದ ಸಂಶೋಧನಾ ಅವಕಾಶಗಳು ಮತ್ತು ಮಾಧ್ಯಮ ಮತ್ತು ಜ್ಞಾನ ವ್ಯವಸ್ಥೆಗಳ ವಿಕಸನಗೊಳ್ಳುತ್ತಿರುವ ಭೂದೃಶ್ಯದ ಕುರಿತು ಬೌದ್ಧಿಕ ಸಂವಾದಕ್ಕೆ ವೇದಿಕೆಯಾಗಿ ಪ್ರಾರಂಭವಾಗಿ ಕಾರ್ಯನಿರ್ವಹಿಸಲಿದೆ . ಜಾಗತೀಕರಣಗೊಂಡ ಜಗತ್ತಿನಲ್ಲಿ ಮಾಧ್ಯಮ ಚಲನಶೀಲತೆ, ಪ್ರಜಾಪ್ರಭುತ್ವ ಸಂಸ್ಥೆಗಳು ಮತ್ತು ಭಾರತದ ಬೌದ್ಧಿಕ ಪರಂಪರೆಯ ಆಳವಾದ ತಿಳುವಳಿಕೆಗೆ ಕೊಡುಗೆ ನೀಡುವ ನಿರೀಕ್ಷೆಯಿರುವ ಪ್ರೊ. ಬಿ.ಕೆ. ರವಿ ಅವರ ಒಳನೋಟಗಳನ್ನು ಶೈಕ್ಷಣಿಕ ವಲಯ ಕುತೂಹಲದಿಂದ ನಿರೀಕ್ಷಿಸುತ್ತಿದೆ. ಪ್ರೊ.ಬಿ.ಕೆ.ರವಿ ಅವರು ಮಾಧ್ಯಮ ಕ್ಷೇತ್ರದಲ್ಲಿ ಸಾಕಷ್ಟು ದುಡಿದಿದ್ದಾರೆ. ಅಪಾರ ಸಂಖ್ಯೆಯಲ್ಲಿ ಶಿಷ್ಯ ಬಳಗವನ್ನು ಹೊಂದಿರುವ ಇವರು ಮಾಧ್ಯಮ ಕ್ಷೇತ್ರದಲ್ಲಿ ಸಾಮಾಜಿಕ ಪ್ರಜ್ಞೆಯನ್ನು ಒಡ ಮೂಡಿಸಿದ್ದಾರೆ. ಸಾಕಷ್ಟು ಸಂಖ್ಯೆಯಲ್ಲಿ ಬಹುಮೌಲ್ಯವಾದ ಪುಸ್ತಕಗಳನ್ನು ಬರೆದಿದ್ದಾರೆ. ಹಲವು ಪ್ರಶಸ್ತಿಗಳನ್ನು ಪಡೆದಿರುವ ಇವರು ಶಿಕ್ಷಣ ಕ್ಷೇತ್ರದಲ್ಲಿ ಹೊಸ ಆಯಾಮ ನೀಡಿದ್ದಾರೆ. ಇವರ ಅಮೆರಿಕ ಪ್ರವಾಸ ಯಶಸ್ವಿಯಾಗಲಿ ಎಂದು ಹಲವರು ಶುಭಹಾರೈಸಿದ್ದಾರೆ.	[752, 1140, 940, 1230]
issue-day: ಶನಿವಾರ	[817, 33, 836, 41]
article-bharathi-col2a: ಇಡೀ ಜಗತ್ತಿಗೆ ನೀಡಿ ಶೃಂಗೇರಿಯ ಶಾರದಾ ಪೀಠದ ಮಹತ್ವವನ್ನು ಸದಾ ಕಾಲ ಜಾಗೃತಗೊಳಿಸಿ ಅರಿವನ್ನುಂಟು ಮಾಡುತ್ತಿರುವ ಮಹಾಸ್ವಾಮಿಗಳವರ 75 ನೇ ವರ್ಧಂತಿ ಎಲ್ಲಾ ಭಕ್ತರಿಗೆ ಮಹದಾನಂದವನ್ನು ಉಂಟುಮಾಡಿದೆ. ಗುರು ಭಕ್ತಿಯಿಂದ ಮಾನವ ಜೀವನ ಮತ್ತು ಬದುಕನ್ನು ನಡೆಸಬಹುದು. ಎಲ್ಲಾ ಮೂಲ ಸಮಸ್ಯೆಗಳ ಪರಿಹಾರ ಗುರು	[252, 1212, 298, 1360]
brief-body: ನಾಗಮಂಗಲ: ತಾಲೂಕಿನ ಬ್ರಹ್ಮದೇವರಹಳ್ಳಿ ಪ್ರಾಥಮಿಕ ಕೃಷಿ ಪತ್ತಿನ ಸಹಕಾರ ಸಂಘದ ಆಡಳಿತ ಮಂಡಳಿಯ ನಿರ್ದೇಶಕರ ಸ್ಥಾನಕ್ಕೆ ನಡೆಯುವ ಚುನಾವಣೆಗೆ ಸಾಲಗಾರರಲ್ಲದ ಕ್ಷೇತ್ರದ ಅಭ್ಯರ್ಥಿಯಾಗಿ ಕೃಷಿ ಹಾಗೂ ಜಿಲ್ಲಾ ಉಸ್ತುವಾರಿ ಸಚಿವ ಎನ್.ಚಲುವರಾಯಸ್ವಾಮಿ ಪುತ್ರ ಸಚ್ಚಿನ್ ಅವರು ಶುಕ್ರವಾರ ನಾಮಪತ್ರ ಸಲ್ಲಿಸಿದರು. ಸಚಿವರ ಸಹೋದರ ಎನ್.ಲಕ್ಷ್ಮೀಕಾಂತ್, ಸಚ್ಚಿನ್ ಪತ್ನಿ ಆಕಾಂಕ್ಷ, ಮಾಜಿ ಎಂಎಲ್ಸಿ ಮತ್ತು ಮನ್ಮುಲ್ ನಿರ್ದೇಶಕ ಎನ್.ಅಪ್ಪಾಜಿಗೌಡ, ಮುಖಂಡರಾದ ಸುನಿಲ್ ಲಕ್ಷ್ಮೀಕಾಂತ್, ಕೋಣನೂರು ಆನಂದ್, ಉಮೇಶ್ ಇದ್ದರು.	[747, 466, 939, 516]
logo-part1: ಸಂಜೆ	[762, 8, 795, 30]
brief-nomination	[747, 447, 939, 558]
brief-siddharoodha	[747, 342, 939, 445]
photo-retired-bus	[749, 940, 937, 1110]
article-hampi-col2: ಅಧ್ಯಕ್ಷತೆ ವಹಿಸಿದ್ದ ಕರ್ನಾಟಕದ ಗೌರವಾನ್ವಿತ ರಾಜ್ಯಪಾಲರೂ ಕನ್ನಡ ವಿಶ್ವವಿದ್ಯಾಲಯದ ಕುಲಾಧಿಪತಿಗಳೂ ಆಗಿರುವ ಸನ್ಮಾನ್ಯ ಶ್ರೀ ಥಾವರ್ ಚಂದ್ ಗೆಹ್ಲೋಟ್ ಅವರು ಈ ಘಟಿಕೋತ್ಸವ ಉದ್ಘಾಟನೆಯಾಯಿತು ಎಂದು ಸಾರಿದರು. ಕುಲಪತಿಯವರಾದ ಡಾ.ಡಿ.ವಿ. ಪರಮಶಿವಮೂರ್ತಿ ಅವರು ವೇದಿಕೆಯಲ್ಲಿದ್ದ ಗಣ್ಯರನ್ನು ಸ್ವಾಗತಿಸಿ, ಸ್ವಾಗತ ಭಾಷಣ ಮಾಡಿದರು. ಕುಲಪತಿಯವರು ನಾಡೋಜ ಗೌರವ ಪದವಿ ಪ್ರದಾನ ಮಾಡಲು ಸನ್ಮಾನ್ಯ ಕುಲಾಧಿಪತಿಯವರನ್ನು ವಿನಂತಿಸಿಕೊಂಡರು. ಸನ್ಮಾನ್ಯ ಕುಲಾಧಿಪತಿಯವರು ನಾಡೋಜ ಗೌರವ ಪದವಿಗಳನ್ನು ನೀಡಲು ಸಮ್ಮತಿಸಿದರು. ರಾಜ್ಯಪಾಲರೂ ಆದ ಕನ್ನಡ ವಿವಿ ಕುಲಾಧಿಪತಿಗಳೂ ಆಗಿರುವ ಸನ್ಮಾನ್ಯ ಶ್ರೀ.ಥಾವರ್ ಚಂದ್ ಗೆಹ್ಲೋಟ್ ಅವರು, ಕರ್ನಾಟಕ ಸರ್ಕಾರದ ಗೌರವಾನ್ವಿತ ಉನ್ನತ ಶಿಕ್ಷಣ ಸಚಿವರೂ ಸಮಕುಲಾಧಿಪತಿಗಳೂ ಆಗಿರುವ ಸನ್ಮಾನ್ಯ ಶ್ರೀ.ಡಾ.ಎಂ.ಸಿ. ಸುಧಾಕರ್ ಅವರು ನಾಡೋಜ ಪದವಿಗೆ ಭಾಜನರಾದ ನ್ಯಾಯಮೂರ್ತಿ ಶಿವರಾಜ ವಿ. ಪಾಟೀಲ ವಿಶ್ರಾಂತ ಸುಪ್ರೀಂಕೋರ್ಟ್ ನ್ಯಾಯಾಧೀಶರು ನವದೆಹಲಿ ಹಾಗೂ ಲೋಕಾಯುಕ್ತರು ಕರ್ನಾಟಕ ಸರ್ಕಾರ ಬೆಂಗಳೂರು ಅವರು, ಶ್ರೀ ಕುಂ.ವೀರಭದ್ರಪ್ಪ(ಕು.ವೀ) ಪ್ರಖ್ಯಾತ ಬರಹಗಾರರು ಮತ್ತು ಚಿಂತಕರು ಕೊಟ್ಟೂರು, ವಿಜಯನಗರ ಜಿಲ್ಲೆ ಅವರು, ಪದ್ಮಶ್ರೀ ಎಂ.ವೆಂಕಟೇಶ್‌ಕುಮಾರ್ ಪ್ರಖ್ಯಾತ ಹಿಂದೂಸ್ತಾನಿ ಗಾಯಕರು, ಧಾರವಾಡ ಅವರು, ಮೂವರು ಮಹನೀಯರಿಗೆ ನಾಡೋಜ ಗೌರವ ಪದವಿಯನ್ನು ಪ್ರದಾನ ಮಾಡಿದರು. ನಾಡೋಜ ಪದವಿ ಪ್ರದಾನ ನಂತರ ವಿವಿಧ ನಿಕಾಯಗಳಿಂದ 7 ಡಿ.ಲಿಟ್ ಪದವಿಗಳನ್ನು ಹಾಗೂ 198 ಪಿಎಚ್.ಡಿ.	[450, 584, 590, 757]
article-vivekananda-col2: ಅನುಮಾನಿಸುವ ನಿವಾರಣೆಗೆ ಶಿಕ್ಷಣದೊಂದೆ ಅಸ್ತ್ರ ಎನ್ನುವ ಜಾಗೃತಿಯನ್ನು ಮೂಡಿಸಿದವರು ಸ್ವಾಮಿ ವಿವೇಕಾನಂದರು. ಯುವ ಜನಾಂಗಕ್ಕೆ ಸ್ವಾಮಿ ವಿವೇಕಾನಂದರವರ ಚಿಂತನೆ ಮುಖ್ಯ. ರಾಷ್ಟ್ರ ನಿರ್ಮಾಣದಲ್ಲಿ ಯುವಕರ ಪಾತ್ರ ಮಹತ್ವದ್ದು ಎಂದು ತಿಳಿಸಿದರು. ಸರಸ್ವತಿ ಕಾನೂನು ಕಾಲೇಜಿನ ಪ್ರಾಂಶುಪಾಲರಾದ ಡಾ. ಎಸ್. ಕೆ.ಮಂಜುನಾಥ್, ಡಾ. ಎಂ.ಕೆ.ಡಿ. ಸ್ವಾಮಿ, ಪ್ರೊ. ಎನ್.ನಾಗರಾಜ್ ಸೇರಿದಂತೆ ಕಾಲೇಜಿನ ಅಧ್ಯಾಪಕರು ಹಾಗೂ ವಿದ್ಯಾರ್ಥಿಗಳು ಉಪಸ್ಥಿತರಿದ್ದರು.	[148, 608, 283, 674]
issue-date: 5.4.2025	[810, 45, 844, 54]
logo-part2: ಮುಗಿಲು	[811, 8, 865, 30]
masthead	[752, 5, 945, 56]
sunset-palm-icon: 🌴	[794, 13, 812, 29]
masthead-divider	[900, 11, 901, 51]
article-bharathi-col2b: ಇಡೀ ಜಗತ್ತಿಗೆ ನೀಡಿ ಶೃಂಗೇರಿಯ ಶಾರದಾ ಪೀಠದ ಮಹತ್ವವನ್ನು ಸದಾ ಕಾಲ ಜಾಗೃತಗೊಳಿಸಿ ಅರಿವನ್ನುಂಟು ಮಾಡುತ್ತಿರುವ ಮಹಾಸ್ವಾಮಿಗಳವರ 75 ನೇ ವರ್ಧಂತಿ ಎಲ್ಲಾ ಭಕ್ತರಿಗೆ ಮಹದಾನಂದವನ್ನು ಉಂಟುಮಾಡಿದೆ. ಗುರು ಭಕ್ತಿಯಿಂದ ಮಾನವ ಜೀವನ ಮತ್ತು ಬದುಕನ್ನು ನಡೆಸಬಹುದು. ಎಲ್ಲಾ ಮೂಲ ಸಮಸ್ಯೆಗಳ ಪರಿಹಾರ ಗುರು ಮಾರ್ಗದರ್ಶನದಿಂದ ಆಗುತ್ತದೆ. ಗುರುವಿನ ಸ್ಮರಣೆ ಮಾನವ ಜೀವನಕ್ಕೆ ಪೂರಕವಾಗುತ್ತದೆ. ಪವಿತ್ರತೆ ಹಾಗೂ ಪ್ರಶಾಂತತೆ ಮಾದರಿ ಪೀಠಾಧಿಪತಿಗಳಾದ ಜಗದ್ಗುರು ಭಾರತಿ ತೀರ್ಥರು ವಿವಿಧ ಧಾರ್ಮಿಕ ಆಧ್ಯಾತ್ಮಿಕ ಅಭಿವೃದ್ಧಿ, ದೇವಾಲಯ ಅಭಿವೃದ್ಧಿ, ಗೋಪುರ ನಿರ್ಮಾಣ, ಆಧ್ಯಾತ್ಮದ, ಚಿಂತನೆಯನ್ನು ಸದ್ಭಕ್ತರಿಗೆ ಆಶೀರ್ವದಿಸಿ ಸನ್ಮಾರ್ಗದಲ್ಲಿ ನಡೆಯಲು ಸರ್ವರಿಗೂ ಮಾರ್ಗದರ್ಶನವಾಗಿದೆ ಎಂದರು. ಶಾರದಾ ಭಜನಾ ಮಂಡಳಿಯ ಕುಮಾರಿ ಋಗ್ವೇದಿ,ವತ್ಸಲ	[192, 1362, 300, 1486]
article-hampi-col3: ಪದವಿಗಳನ್ನು ಸಂಶೋಧಕರಿಗೆ ವೇದಿಕೆಯಲ್ಲಿರುವ ಪ್ರದಾನ ಮಾಡಿದರು. ಕುಲಪತಿಗಳು ಪದವೀಧರರಿಗೆ ಪ್ರತಿಜ್ಞಾವಿಧಿ ಬೋಧಿಸುವಂತೆ ಕುಲಾಧಿಪತಿಗಳನ್ನು ಕೋರಿದರು. ಸನ್ಮಾನ್ಯ ಕುಲಾಧಿಪತಿಗಳು "ಕನ್ನಡ ವಿಶ್ವವಿದ್ಯಾಲಯದ ಕುಲಾಧಿಪತಿಯಾಗಿ ನನಗೆ ದತ್ತವಾದ ಅಧಿಕಾರದಿಂದ ಉತ್ತೀರ್ಣರಾದ ಎಲ್ಲಾ ವಿದ್ಯಾರ್ಥಿಗಳಿಗೆ ಡಿ.ಲಿಟ್, ಪಿಎಚ್.ಡಿ, ಎಂ.ಎ. ಎಂ.ಪಿ.ಎ ಎಂ.ಮ್ಯೂಸಿಕ್ ಸ್ನಾತಕೋತ್ತರ ಹಾಗೂ ಬಿ.ಮ್ಯೂಸಿಕ್, ಬಿ.ಪಿ.ಎ. ಪದವಿಗಳನ್ನು ನೀಡಲು ಸಮ್ಮತಿಸುತ್ತೇನೆ. ನೀವು ನಿಮ್ಮ ಜೀವನದ ನಡೆ ನುಡಿಗಳಲ್ಲಿ ಈ ಪದವಿಗಳಿಗೆ ತಕ್ಕವರಾಗಿ ವರ್ತಿಸಬೇಕೆಂದು ಸೂಚಿಸುತ್ತೇನೆ" ಎಂದು ಪ್ರತಿಜ್ಞಾವಿಧಿ ಬೋಧಿಸಿದರು. ಮುಖ್ಯ ಅತಿಥಿಗಳಾದ ಘಟಿಕೋತ್ಸವ ಭಾಷಣಕಾರರಾದ ಪ್ರೊ.ರಾಜಾಸಾಬ್ ಎ.ಎಚ್. ಅವರು ಸನ್ಮಾನ್ಯ ಕುಲಾಧಿಪತಿಗಳ ಅನುಮತಿ ನಂತರ ಘಟಿಕೋತ್ಸವ ಭಾಷಣ ನೆರವೇರಿಸಿದರು. ಮುಖ್ಯ ಅತಿಥಿಗಳಿಗೆ ಸನ್ಮಾನ್ಯ ಕುಲಾಧಿಪತಿಗಳು ಗೌರವಾರ್ಪಣೆ ನಡೆಯಿತು. ಕರ್ನಾಟಕ ಸರ್ಕಾರದ ಗೌರವಾನ್ವಿತ ಉನ್ನತ ಶಿಕ್ಷಣ ಸಚಿವರೂ ಸಮಕುಲಾಧಿಪತಿಗಳೂ ಆಗಿರುವ ಶ್ರೀ.ಡಾ.ಎಂ.ಸಿ. ಸುಧಾಕರ್ ಅವರು ಸಮಕುಲಾಧಿಪತಿಗಳ ಭಾಷಣ ಮಾಡಿದರು. ಕುಲಪತಿಯವರು ಕುಲಾಧಿಪತಿಗಳನ್ನು ಗೌರವಿಸಿದರು. ಸನ್ಮಾನ್ಯ ಕುಲಾಧಿಪತಿಗಳು ಅಧ್ಯಕ್ಷೀಯ ಮಾತುಗಳನ್ನಾಡಿದರು. ಕುಲಸಚಿವರು ವಂದನಾರ್ಪಣೆ ಮಾಡಿದರು. ಘಟಿಕೋತ್ಸವವನ್ನು ಮುಕ್ತಾಯಗೊಳಿಸುವಂತೆ ಕುಲಪತಿಗಳು ಸನ್ಮಾನ್ಯ ಕುಲಾಧಿಪತಿಗಳನ್ನು ಕೋರಿದರು. ಸನ್ಮಾನ್ಯ ಕುಲಾಧಿಪತಿಗಳು "ನಾನು ಈ ಘಟಿಕೋತ್ಸವವನ್ನು ಮುಕ್ತಾಯಗೊಳಿಸುತ್ತೇನೆ" ಎಂದು ಘೋಷಿಸಿದರು.	[595, 584, 735, 757]
brief-headline: ಸನ್ಮಾನ	[628, 945, 660, 963]
sidebar-briefs	[740, 60, 945, 1120]
